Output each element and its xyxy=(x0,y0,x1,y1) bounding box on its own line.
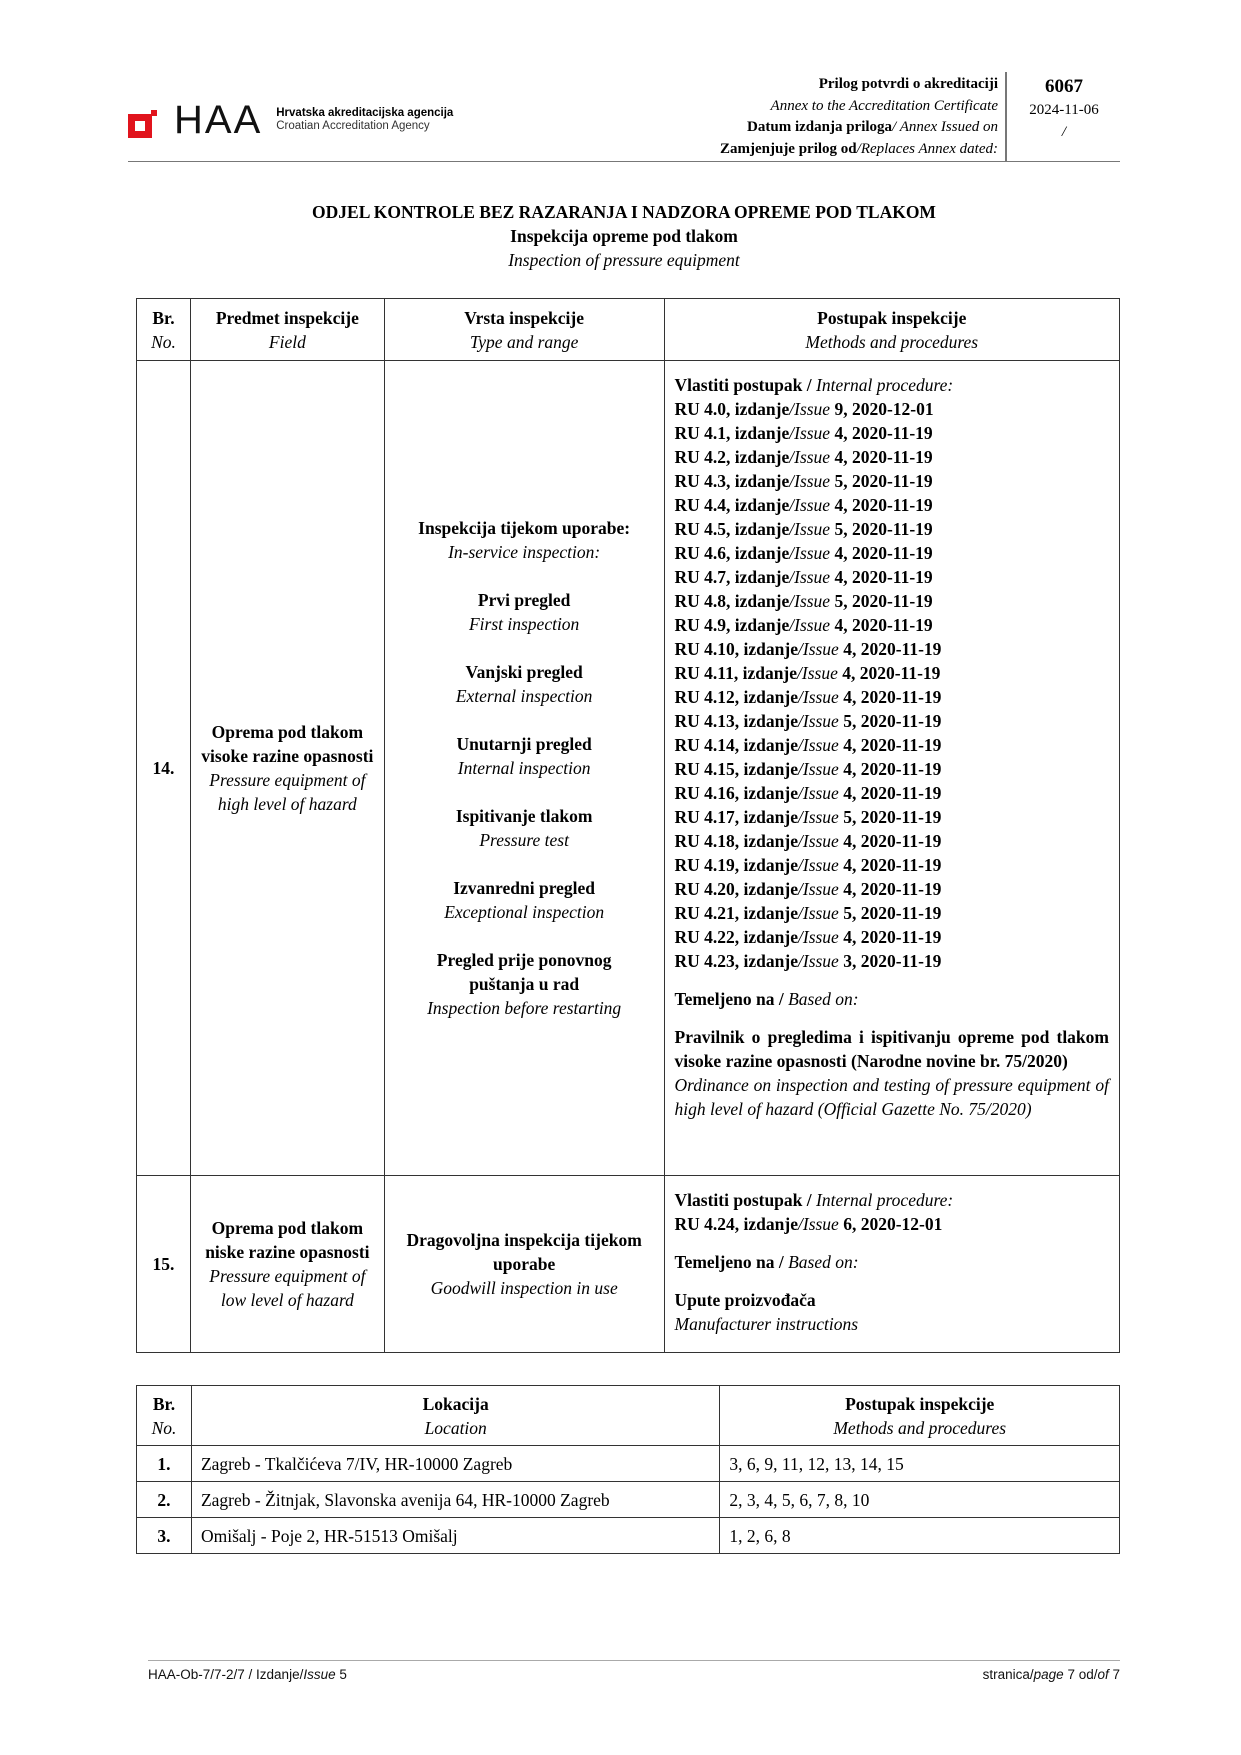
page-number: stranica/page 7 od/of 7 xyxy=(982,1667,1120,1682)
table-row xyxy=(137,1446,1120,1482)
internal-procedure-label: Vlastiti postupak / Internal procedure: xyxy=(674,1190,954,1210)
type-item: Ispitivanje tlakom Pressure test xyxy=(455,806,593,850)
procedure-item: RU 4.10, izdanje/Issue 4, 2020-11-19 xyxy=(674,639,942,659)
column-header-location: Lokacija Location xyxy=(191,1386,719,1446)
type-item: Unutarnji pregled Internal inspection xyxy=(456,734,592,778)
row-number: 1. xyxy=(137,1446,192,1482)
internal-procedure-label: Vlastiti postupak / Internal procedure: xyxy=(674,375,954,395)
annex-values xyxy=(1008,74,1120,143)
basis-en: Manufacturer instructions xyxy=(674,1314,859,1334)
row-number: 15. xyxy=(137,1176,191,1353)
type-item: Prvi pregled First inspection xyxy=(468,590,580,634)
annex-labels xyxy=(720,74,998,160)
procedure-item: RU 4.11, izdanje/Issue 4, 2020-11-19 xyxy=(674,663,941,683)
procedure-item: RU 4.0, izdanje/Issue 9, 2020-12-01 xyxy=(674,399,934,419)
agency-name-en: Croatian Accreditation Agency xyxy=(276,120,430,132)
table-header-row xyxy=(137,299,1120,361)
procedure-item: RU 4.19, izdanje/Issue 4, 2020-11-19 xyxy=(674,855,942,875)
department-title: ODJEL KONTROLE BEZ RAZARANJA I NADZORA OPREME POD TLAKOM xyxy=(312,202,936,222)
table-row xyxy=(137,361,1120,1176)
procedure-cell xyxy=(664,1176,1119,1353)
procedure-item: RU 4.24, izdanje/Issue 6, 2020-12-01 xyxy=(674,1214,943,1234)
procedure-list xyxy=(675,397,1109,973)
column-header-type: Vrsta inspekcije Type and range xyxy=(384,299,664,361)
annex-label-en: Annex to the Accreditation Certificate xyxy=(770,97,998,114)
basis-hr: Upute proizvođača xyxy=(674,1290,816,1310)
table-row xyxy=(137,1518,1120,1554)
methods-cell: 1, 2, 6, 8 xyxy=(720,1518,1120,1554)
procedure-item: RU 4.5, izdanje/Issue 5, 2020-11-19 xyxy=(674,519,933,539)
location-cell: Zagreb - Žitnjak, Slavonska avenija 64, HR-10000 Zagreb xyxy=(191,1482,719,1518)
type-item: Izvanredni pregled Exceptional inspection xyxy=(444,878,605,922)
row-number: 3. xyxy=(137,1518,192,1554)
type-item: Inspekcija tijekom uporabe: In-service inspection: xyxy=(418,518,631,562)
agency-name-hr: Hrvatska akreditacijska agencija xyxy=(276,107,454,119)
type-item: Vanjski pregled External inspection xyxy=(455,662,593,706)
replaces-date: / xyxy=(1061,123,1067,140)
field-cell: Oprema pod tlakom niske razine opasnosti Pressure equipment of low level of hazard xyxy=(190,1176,384,1353)
methods-cell: 2, 3, 4, 5, 6, 7, 8, 10 xyxy=(720,1482,1120,1518)
column-header-no: Br. No. xyxy=(137,299,191,361)
procedure-item: RU 4.23, izdanje/Issue 3, 2020-11-19 xyxy=(674,951,942,971)
issued-label: Datum izdanja priloga/ Annex Issued on xyxy=(747,119,998,135)
table-row xyxy=(137,1176,1120,1353)
haa-logo-mark-icon xyxy=(128,110,154,136)
type-cell xyxy=(384,361,664,1176)
table-header-row xyxy=(137,1386,1120,1446)
procedure-item: RU 4.1, izdanje/Issue 4, 2020-11-19 xyxy=(674,423,933,443)
column-header-methods: Postupak inspekcije Methods and procedures xyxy=(664,299,1119,361)
procedure-item: RU 4.6, izdanje/Issue 4, 2020-11-19 xyxy=(674,543,933,563)
issued-date: 2024-11-06 xyxy=(1029,102,1099,118)
based-on-label: Temeljeno na / Based on: xyxy=(674,1252,859,1272)
regulation-en: Ordinance on inspection and testing of pressure equipment of high level of hazard (Official Gazette No. 75/2020) xyxy=(674,1075,1109,1119)
annex-number: 6067 xyxy=(1045,76,1083,97)
procedure-item: RU 4.21, izdanje/Issue 5, 2020-11-19 xyxy=(674,903,942,923)
logo-agency-name xyxy=(276,107,453,133)
procedure-item: RU 4.2, izdanje/Issue 4, 2020-11-19 xyxy=(674,447,933,467)
haa-logo xyxy=(128,100,453,140)
replaces-label: Zamjenjuje prilog od/Replaces Annex dated: xyxy=(719,140,998,157)
section-title xyxy=(128,200,1120,272)
type-cell: Dragovoljna inspekcija tijekom uporabe Goodwill inspection in use xyxy=(384,1176,664,1353)
subtitle-en: Inspection of pressure equipment xyxy=(508,250,740,270)
procedure-item: RU 4.9, izdanje/Issue 4, 2020-11-19 xyxy=(674,615,933,635)
regulation-hr: Pravilnik o pregledima i ispitivanju opreme pod tlakom visoke razine opasnosti (Narodne novine br. 75/2020) xyxy=(674,1027,1109,1071)
procedure-item: RU 4.22, izdanje/Issue 4, 2020-11-19 xyxy=(674,927,942,947)
annex-label-hr: Prilog potvrdi o akreditaciji xyxy=(818,76,998,92)
procedure-item: RU 4.3, izdanje/Issue 5, 2020-11-19 xyxy=(674,471,933,491)
row-number: 2. xyxy=(137,1482,192,1518)
column-header-methods: Postupak inspekcije Methods and procedures xyxy=(720,1386,1120,1446)
procedure-item: RU 4.15, izdanje/Issue 4, 2020-11-19 xyxy=(674,759,942,779)
logo-acronym: HAA xyxy=(174,98,263,142)
row-number: 14. xyxy=(137,361,191,1176)
procedure-item: RU 4.20, izdanje/Issue 4, 2020-11-19 xyxy=(674,879,942,899)
procedure-item: RU 4.13, izdanje/Issue 5, 2020-11-19 xyxy=(674,711,942,731)
procedure-item: RU 4.18, izdanje/Issue 4, 2020-11-19 xyxy=(674,831,942,851)
procedure-item: RU 4.14, izdanje/Issue 4, 2020-11-19 xyxy=(674,735,942,755)
subtitle-hr: Inspekcija opreme pod tlakom xyxy=(510,226,738,246)
field-cell: Oprema pod tlakom visoke razine opasnosti Pressure equipment of high level of hazard xyxy=(190,361,384,1176)
location-cell: Omišalj - Poje 2, HR-51513 Omišalj xyxy=(191,1518,719,1554)
type-item: Pregled prije ponovnog puštanja u rad Inspection before restarting xyxy=(427,950,622,1018)
page-footer xyxy=(148,1660,1120,1682)
table-row xyxy=(137,1482,1120,1518)
location-table xyxy=(136,1385,1120,1554)
location-cell: Zagreb - Tkalčićeva 7/IV, HR-10000 Zagreb xyxy=(191,1446,719,1482)
procedure-item: RU 4.16, izdanje/Issue 4, 2020-11-19 xyxy=(674,783,942,803)
based-on-label: Temeljeno na / Based on: xyxy=(674,989,859,1009)
scope-table xyxy=(136,298,1120,1353)
procedure-item: RU 4.4, izdanje/Issue 4, 2020-11-19 xyxy=(674,495,933,515)
procedure-item: RU 4.8, izdanje/Issue 5, 2020-11-19 xyxy=(674,591,933,611)
procedure-item: RU 4.7, izdanje/Issue 4, 2020-11-19 xyxy=(674,567,933,587)
procedure-item: RU 4.12, izdanje/Issue 4, 2020-11-19 xyxy=(674,687,942,707)
column-header-no: Br. No. xyxy=(137,1386,192,1446)
header-divider xyxy=(1005,72,1007,162)
page-header xyxy=(128,68,1120,162)
document-code: HAA-Ob-7/7-2/7 / Izdanje/Issue 5 xyxy=(148,1667,347,1682)
procedure-item: RU 4.17, izdanje/Issue 5, 2020-11-19 xyxy=(674,807,942,827)
column-header-field: Predmet inspekcije Field xyxy=(190,299,384,361)
procedure-cell xyxy=(664,361,1119,1176)
methods-cell: 3, 6, 9, 11, 12, 13, 14, 15 xyxy=(720,1446,1120,1482)
